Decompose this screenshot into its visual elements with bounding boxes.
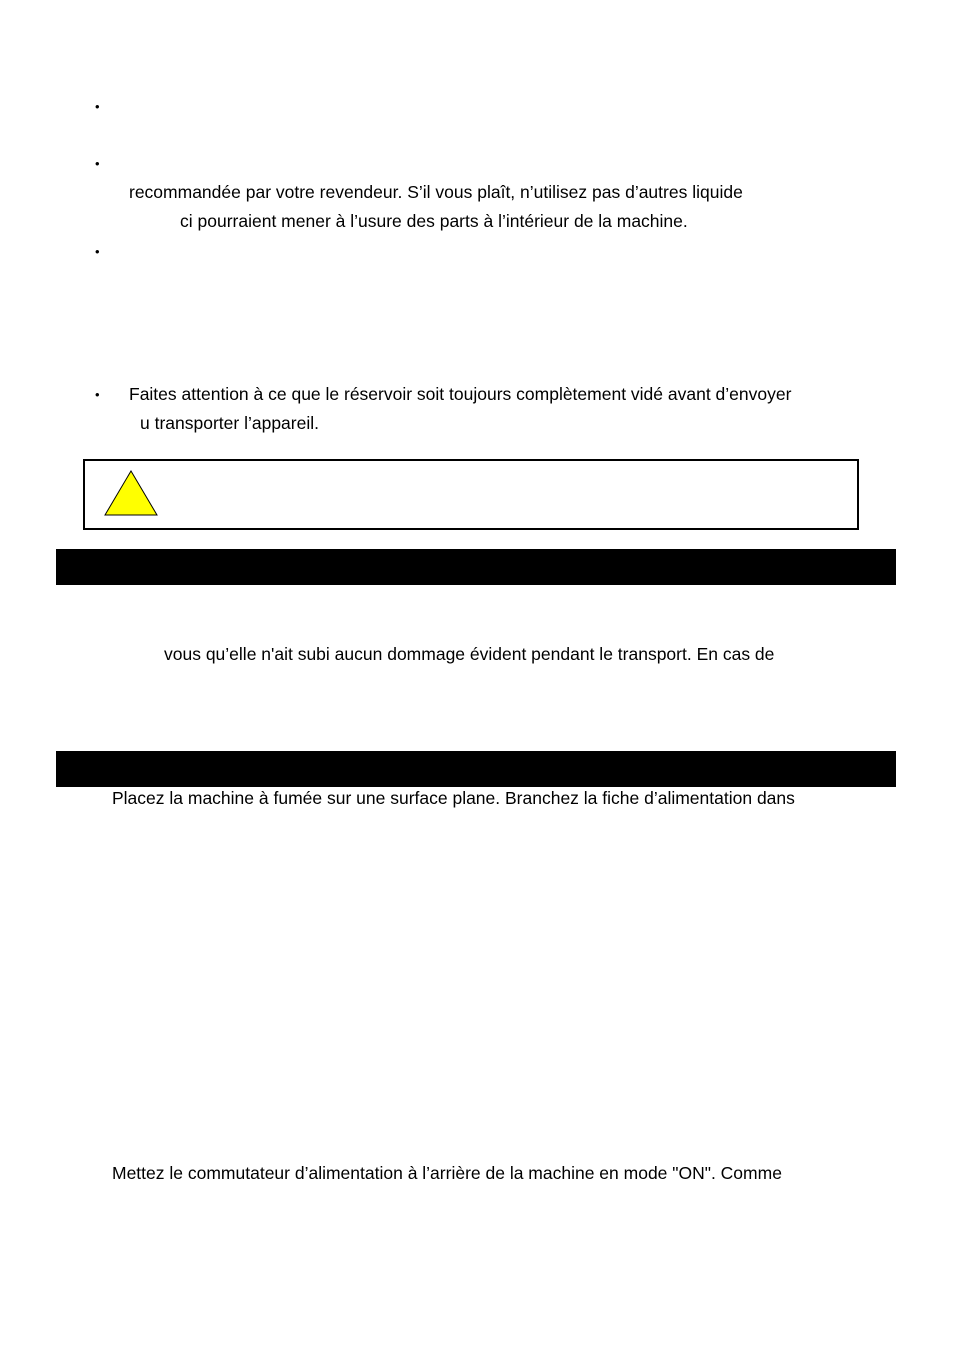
section-1-text: vous qu’elle n'ait subi aucun dommage évident pendant le transport. En cas de [164, 644, 775, 664]
bullet-2-line-1: recommandée par votre revendeur. S’il vous plaît, n’utilisez pas d’autres liquide [129, 182, 743, 202]
section-2-line-1: Placez la machine à fumée sur une surface plane. Branchez la fiche d’alimentation dans [112, 788, 795, 808]
bullet-2-line-2: ci pourraient mener à l’usure des parts à l’intérieur de la machine. [180, 211, 688, 231]
bullet-4-line-2: u transporter l’appareil. [140, 413, 319, 433]
bullet-marker-4: • [95, 387, 100, 402]
warning-triangle-icon [103, 469, 159, 517]
section-2-line-2: Mettez le commutateur d’alimentation à l’arrière de la machine en mode "ON". Comme [112, 1163, 782, 1183]
bullet-4-line-1: Faites attention à ce que le réservoir soit toujours complètement vidé avant d’envoyer [129, 384, 792, 404]
section-header-bar-1 [56, 549, 896, 585]
warning-box [83, 459, 859, 530]
bullet-marker-1: • [95, 99, 100, 114]
section-header-bar-2 [56, 751, 896, 787]
bullet-marker-3: • [95, 244, 100, 259]
bullet-marker-2: • [95, 156, 100, 171]
